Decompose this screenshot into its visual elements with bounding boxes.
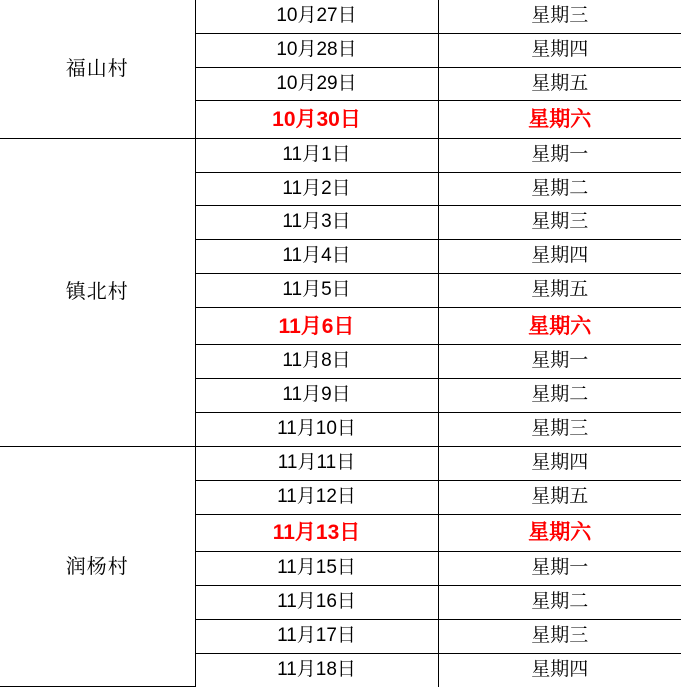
weekday-cell: 星期三 [438,413,681,447]
date-cell: 10月29日 [195,67,438,101]
date-cell: 11月1日 [195,138,438,172]
date-cell: 11月2日 [195,172,438,206]
village-name-cell: 福山村 [0,0,195,138]
weekday-cell: 星期五 [438,67,681,101]
weekday-cell: 星期二 [438,379,681,413]
date-cell: 11月15日 [195,552,438,586]
date-cell: 11月18日 [195,653,438,686]
date-cell: 11月16日 [195,586,438,620]
date-cell: 11月6日 [195,308,438,345]
weekday-cell: 星期四 [438,33,681,67]
date-cell: 11月12日 [195,481,438,515]
date-cell: 11月10日 [195,413,438,447]
date-cell: 11月4日 [195,240,438,274]
weekday-cell: 星期一 [438,552,681,586]
table-row [0,138,681,172]
weekday-cell: 星期二 [438,586,681,620]
date-cell: 11月17日 [195,619,438,653]
weekday-cell: 星期四 [438,447,681,481]
weekday-cell: 星期一 [438,345,681,379]
weekday-cell: 星期六 [438,308,681,345]
date-cell: 11月3日 [195,206,438,240]
weekday-cell: 星期四 [438,653,681,686]
weekday-cell: 星期三 [438,0,681,33]
weekday-cell: 星期四 [438,240,681,274]
weekday-cell: 星期二 [438,172,681,206]
table-row [0,0,681,33]
weekday-cell: 星期三 [438,206,681,240]
weekday-cell: 星期一 [438,138,681,172]
weekday-cell: 星期六 [438,101,681,138]
weekday-cell: 星期三 [438,619,681,653]
weekday-cell: 星期五 [438,274,681,308]
village-name-cell: 镇北村 [0,138,195,446]
weekday-cell: 星期五 [438,481,681,515]
date-cell: 11月8日 [195,345,438,379]
date-cell: 11月9日 [195,379,438,413]
village-name-cell: 润杨村 [0,447,195,687]
date-cell: 11月11日 [195,447,438,481]
date-cell: 10月28日 [195,33,438,67]
date-cell: 11月13日 [195,514,438,551]
weekday-cell: 星期六 [438,514,681,551]
table-row [0,447,681,481]
date-cell: 10月27日 [195,0,438,33]
date-cell: 10月30日 [195,101,438,138]
date-cell: 11月5日 [195,274,438,308]
